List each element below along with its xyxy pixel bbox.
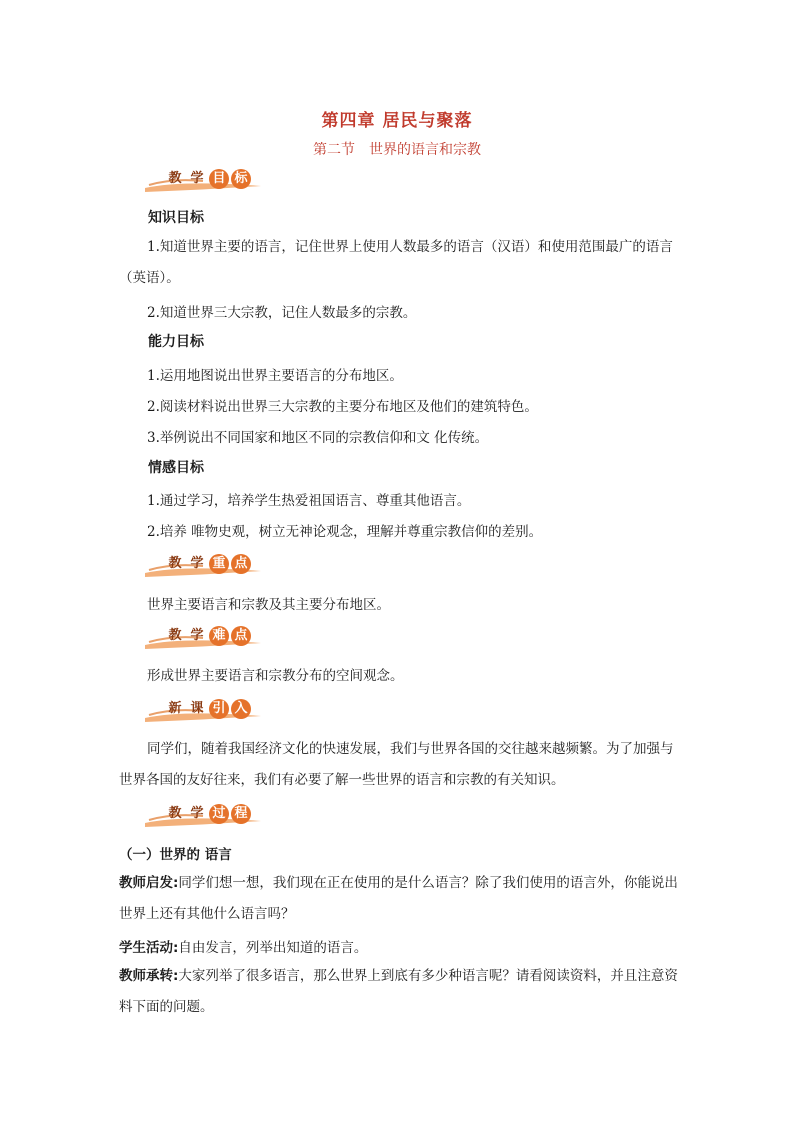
difficulties-text: 形成世界主要语言和宗教分布的空间观念。 — [147, 668, 404, 684]
teacher-transition-label: 教师承转: — [119, 968, 179, 984]
banner-char-highlight: 点 — [231, 626, 251, 646]
knowledge-goals-heading: 知识目标 — [148, 210, 204, 226]
student-activity-text: 自由发言，列举出知道的语言。 — [178, 940, 368, 956]
intro-paragraph: 同学们，随着我国经济文化的快速发展，我们与世界各国的交往越来越频繁。为了加强与世界各国的友好往来，我们有必要了解一些世界的语言和宗教的有关知识。 — [119, 741, 674, 788]
banner-process — [143, 801, 263, 829]
teacher-hint-label: 教师启发: — [119, 875, 179, 891]
banner-char: 学 — [190, 171, 204, 186]
process-part1-title: （一）世界的 语言 — [119, 847, 232, 863]
banner-char-highlight: 标 — [231, 169, 251, 189]
knowledge-goal-2: 2.知道世界三大宗教，记住人数最多的宗教。 — [147, 305, 417, 321]
ability-goal-2: 2.阅读材料说出世界三大宗教的主要分布地区及他们的建筑特色。 — [147, 399, 538, 415]
banner-char: 课 — [190, 701, 204, 716]
banner-key-points — [143, 551, 263, 579]
banner-teaching-goals — [143, 166, 263, 194]
banner-char: 新 — [168, 701, 182, 716]
banner-char-highlight: 难 — [209, 626, 229, 646]
banner-char: 教 — [168, 556, 182, 571]
banner-char-highlight: 过 — [209, 804, 229, 824]
banner-char-highlight: 入 — [231, 699, 251, 719]
teacher-hint-paragraph — [119, 868, 679, 930]
teacher-transition-text: 大家列举了很多语言，那么世界上到底有多少种语言呢？请看阅读资料，并且注意资料下面的问题。 — [119, 968, 678, 1015]
student-activity-line — [119, 936, 367, 956]
knowledge-goal-1: 1.知道世界主要的语言，记住世界上使用人数最多的语言（汉语）和使用范围最广的语言（英语）。 — [119, 239, 673, 286]
banner-char: 教 — [168, 171, 182, 186]
emotion-goal-2: 2.培养 唯物史观，树立无神论观念，理解并尊重宗教信仰的差别。 — [147, 524, 543, 540]
banner-char-highlight: 程 — [231, 804, 251, 824]
banner-char-highlight: 引 — [209, 699, 229, 719]
key-points-text: 世界主要语言和宗教及其主要分布地区。 — [147, 597, 390, 613]
emotion-goals-heading: 情感目标 — [148, 460, 204, 476]
banner-char: 教 — [168, 628, 182, 643]
teacher-transition-paragraph — [119, 961, 679, 1023]
banner-char-highlight: 目 — [209, 169, 229, 189]
ability-goal-1: 1.运用地图说出世界主要语言的分布地区。 — [147, 368, 403, 384]
banner-char: 学 — [190, 556, 204, 571]
banner-char-highlight: 重 — [209, 554, 229, 574]
section-title: 第二节 世界的语言和宗教 — [313, 142, 481, 158]
banner-char: 学 — [190, 628, 204, 643]
emotion-goal-1: 1.通过学习，培养学生热爱祖国语言、尊重其他语言。 — [147, 493, 471, 509]
ability-goal-3: 3.举例说出不同国家和地区不同的宗教信仰和文 化传统。 — [147, 430, 489, 446]
student-activity-label: 学生活动: — [119, 940, 179, 956]
ability-goals-heading: 能力目标 — [148, 334, 204, 350]
chapter-title: 第四章 居民与聚落 — [321, 111, 473, 131]
banner-intro — [143, 696, 263, 724]
banner-char-highlight: 点 — [231, 554, 251, 574]
banner-difficulties — [143, 623, 263, 651]
banner-char: 教 — [168, 806, 182, 821]
teacher-hint-text: 同学们想一想，我们现在正在使用的是什么语言？除了我们使用的语言外，你能说出世界上还有其他什么语言吗？ — [119, 875, 678, 922]
banner-char: 学 — [190, 806, 204, 821]
